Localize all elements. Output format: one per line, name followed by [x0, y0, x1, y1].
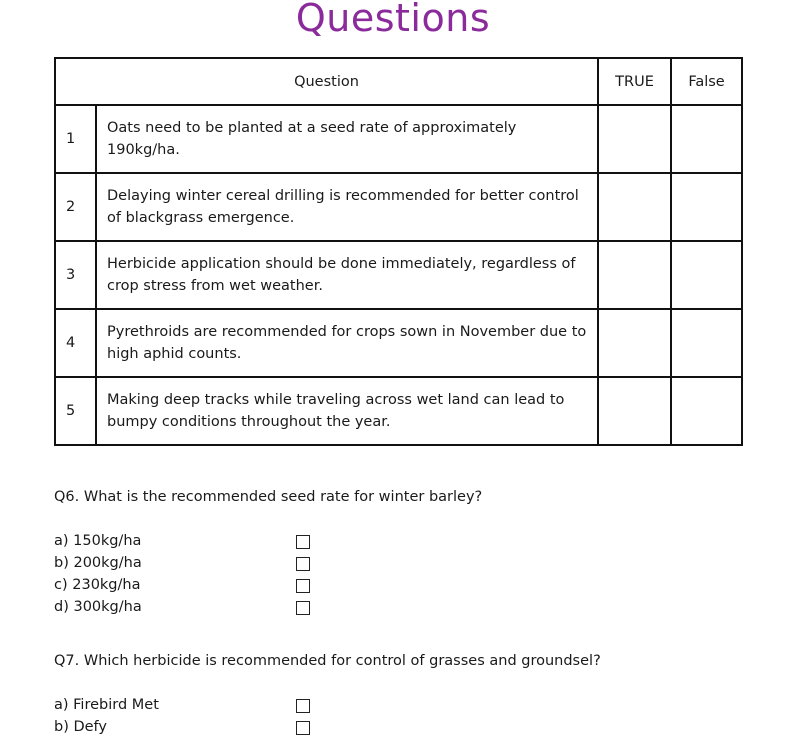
question-text: Pyrethroids are recommended for crops sown in November due to high aphid counts.	[96, 309, 598, 377]
option-row	[54, 716, 601, 738]
true-answer-cell[interactable]	[598, 173, 671, 241]
option-label: a) Firebird Met	[54, 697, 159, 713]
question-text: Herbicide application should be done immediately, regardless of crop stress from wet weather.	[96, 241, 598, 309]
option-row	[54, 596, 482, 618]
option-checkbox[interactable]	[296, 721, 310, 735]
option-label: a) 150kg/ha	[54, 533, 142, 549]
true-column-header: TRUE	[598, 58, 671, 105]
true-answer-cell[interactable]	[598, 241, 671, 309]
option-label: b) 200kg/ha	[54, 555, 142, 571]
question-text: Making deep tracks while traveling across wet land can lead to bumpy conditions throughout the year.	[96, 377, 598, 445]
question-text: Oats need to be planted at a seed rate of approximately 190kg/ha.	[96, 105, 598, 173]
option-checkbox[interactable]	[296, 699, 310, 713]
true-answer-cell[interactable]	[598, 377, 671, 445]
question-7	[54, 650, 601, 738]
question-text: Delaying winter cereal drilling is recommended for better control of blackgrass emergence.	[96, 173, 598, 241]
true-answer-cell[interactable]	[598, 105, 671, 173]
true-false-table	[54, 57, 743, 446]
table-row	[55, 173, 742, 241]
option-label: c) 230kg/ha	[54, 577, 141, 593]
option-row	[54, 574, 482, 596]
option-row	[54, 530, 482, 552]
question-column-header: Question	[55, 58, 598, 105]
option-checkbox[interactable]	[296, 579, 310, 593]
true-answer-cell[interactable]	[598, 309, 671, 377]
option-checkbox[interactable]	[296, 601, 310, 615]
page-title: Questions	[295, 0, 491, 40]
table-row	[55, 241, 742, 309]
false-answer-cell[interactable]	[671, 377, 742, 445]
row-number: 5	[55, 377, 96, 445]
false-answer-cell[interactable]	[671, 105, 742, 173]
false-answer-cell[interactable]	[671, 173, 742, 241]
option-label: b) Defy	[54, 719, 107, 735]
false-answer-cell[interactable]	[671, 309, 742, 377]
table-row	[55, 309, 742, 377]
question-6-prompt: Q6. What is the recommended seed rate for winter barley?	[54, 489, 483, 505]
false-answer-cell[interactable]	[671, 241, 742, 309]
row-number: 1	[55, 105, 96, 173]
row-number: 2	[55, 173, 96, 241]
question-6	[54, 486, 482, 618]
option-checkbox[interactable]	[296, 535, 310, 549]
row-number: 4	[55, 309, 96, 377]
option-row	[54, 694, 601, 716]
question-7-prompt: Q7. Which herbicide is recommended for control of grasses and groundsel?	[54, 653, 601, 669]
false-column-header: False	[671, 58, 742, 105]
option-label: d) 300kg/ha	[54, 599, 142, 615]
table-row	[55, 377, 742, 445]
table-row	[55, 105, 742, 173]
option-checkbox[interactable]	[296, 557, 310, 571]
table-header-row	[55, 58, 742, 105]
option-row	[54, 552, 482, 574]
row-number: 3	[55, 241, 96, 309]
